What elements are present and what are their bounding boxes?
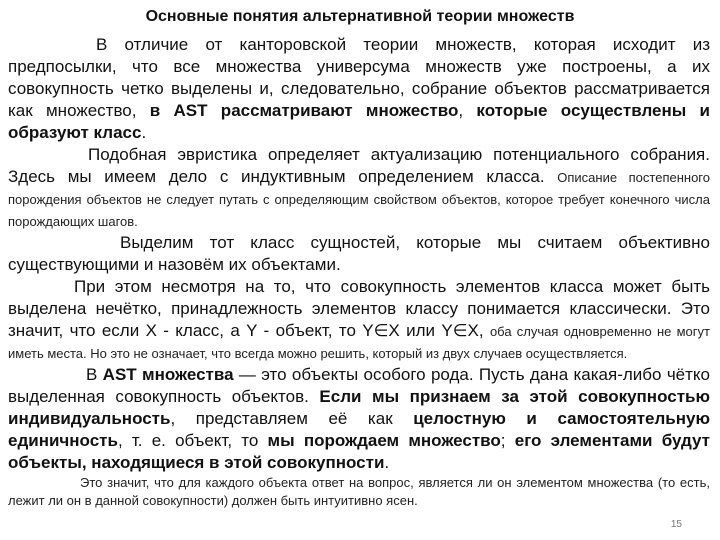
text: При этом несмотря на то, что совокупность элементов класса может быть выделена нечётко, принадлежность элементов классу понимается классически. Это значит, что если X - класс, а Y - объект, то Y∈X или Y∈X, bbox=[8, 277, 710, 340]
paragraph-4 bbox=[8, 276, 710, 364]
bold-text: целостную и самостоятельную единичность bbox=[8, 409, 710, 450]
small-text: оба случая одновременно не могут иметь места. Но это не означает, что всегда можно решить, который из двух случаев осуществляется. bbox=[8, 324, 710, 361]
small-text: Это значит, что для каждого объекта ответ на вопрос, является ли он элементом множества (то есть, лежит ли он в данной совокупности) должен быть интуитивно ясен. bbox=[8, 475, 710, 508]
bold-text: в AST рассматривают множество bbox=[149, 101, 459, 120]
text: Выделим тот класс сущностей, которые мы считаем объективно существующими и назовём их объектами. bbox=[8, 233, 710, 274]
bold-text: которые осуществлены и образуют класс bbox=[8, 101, 711, 142]
text: В отличие от канторовской теории множеств, которая исходит из предпосылки, что все множества универсума множеств уже построены, а их совокупность четко выделены и, следовательно, собрание объектов рассматривается как множество, bbox=[8, 35, 710, 120]
text: , т. е. объект, то bbox=[117, 431, 268, 450]
text: — это объекты особого рода. Пусть дана какая-либо чётко выделенная совокупность объектов. bbox=[8, 365, 710, 406]
slide-title: Основные понятия альтернативной теории множеств bbox=[145, 8, 575, 25]
text: , bbox=[458, 101, 477, 120]
text: . bbox=[384, 453, 390, 472]
paragraph-5 bbox=[8, 364, 710, 474]
bold-text: Если мы признаем за этой совокупностью индивидуальность bbox=[8, 387, 710, 428]
paragraph-3 bbox=[8, 232, 710, 276]
small-text: Описание постепенного порождения объектов не следует путать с определяющим свойством объектов, которое требует конечного числа порождающих шагов. bbox=[8, 170, 710, 229]
paragraph-1 bbox=[8, 34, 710, 144]
paragraph-6 bbox=[8, 474, 710, 510]
text: . bbox=[141, 123, 147, 142]
page-number: 15 bbox=[670, 519, 682, 530]
bold-text: AST множества bbox=[102, 365, 234, 384]
paragraph-2 bbox=[8, 144, 710, 232]
slide-body bbox=[8, 34, 710, 510]
text: В bbox=[86, 365, 103, 384]
text: , представляем её как bbox=[170, 409, 414, 428]
text: ; bbox=[500, 431, 515, 450]
bold-text: мы порождаем множество bbox=[267, 431, 501, 450]
bold-text: его элементами будут объекты, находящиеся в этой совокупности bbox=[8, 431, 711, 472]
text: Подобная эвристика определяет актуализацию потенциального собрания. Здесь мы имеем дело с индуктивным определением класса. bbox=[8, 145, 710, 186]
